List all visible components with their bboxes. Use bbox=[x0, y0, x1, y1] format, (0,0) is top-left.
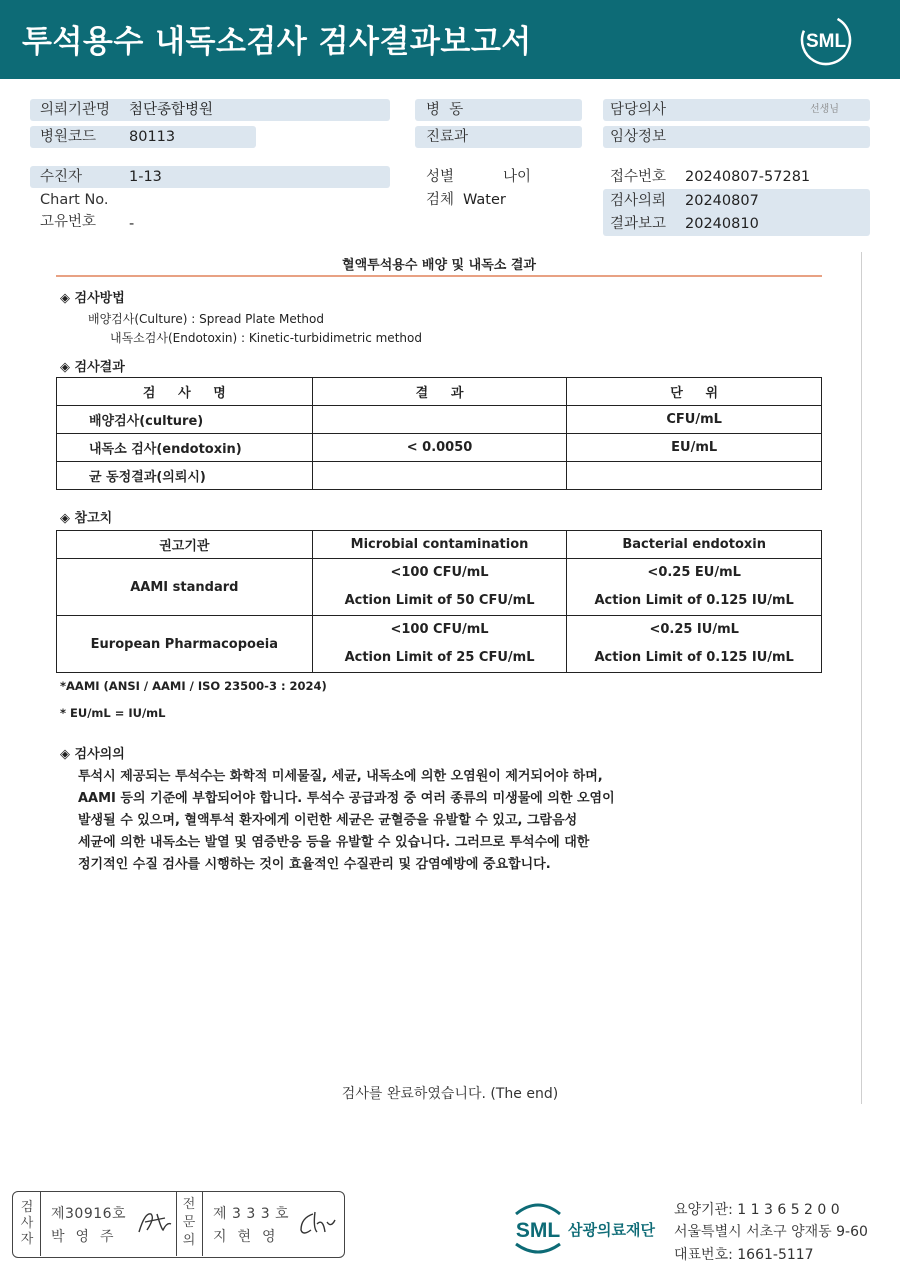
table-row bbox=[57, 559, 822, 616]
table-row bbox=[57, 616, 822, 673]
end-of-report: 검사를 완료하였습니다. (The end) bbox=[341, 1086, 559, 1102]
result-name: 내독소 검사(endotoxin) bbox=[57, 434, 313, 462]
receipt-no-label: 접수번호 bbox=[610, 169, 667, 185]
patient-row bbox=[30, 166, 390, 188]
results-header-name: 검 사 명 bbox=[57, 378, 313, 406]
title-underline bbox=[56, 275, 822, 277]
specimen-label: 검체 bbox=[426, 192, 455, 208]
hospital-code-label: 병원코드 bbox=[40, 129, 97, 145]
results-header-result: 결 과 bbox=[312, 378, 567, 406]
significance-line: 발생될 수 있으며, 혈액투석 환자에게 이런한 세균은 균혈증을 유발할 수 있고, 그람음성 bbox=[78, 813, 578, 828]
main-phone: 대표번호: 1661-5117 bbox=[674, 1247, 814, 1263]
specialist-cell bbox=[202, 1192, 343, 1256]
results-header-row bbox=[57, 378, 822, 406]
reference-org: AAMI standard bbox=[57, 559, 313, 616]
reference-endo-action: Action Limit of 0.125 IU/mL bbox=[594, 593, 794, 608]
result-value bbox=[312, 406, 567, 434]
reference-micro-action: Action Limit of 25 CFU/mL bbox=[344, 650, 535, 665]
table-row bbox=[57, 406, 822, 434]
department-label: 진료과 bbox=[426, 129, 469, 145]
clinical-info-label: 임상정보 bbox=[610, 129, 667, 145]
reference-endo-action: Action Limit of 0.125 IU/mL bbox=[594, 650, 794, 665]
specialist-signature bbox=[295, 1208, 339, 1238]
tester-label-text: 검사자 bbox=[20, 1200, 34, 1247]
tester-name: 박영주 bbox=[51, 1229, 125, 1245]
method-endotoxin: 내독소검사(Endotoxin) : Kinetic-turbidimetric method bbox=[110, 331, 422, 345]
result-name: 균 동정결과(의뢰시) bbox=[57, 462, 313, 490]
result-unit: CFU/mL bbox=[567, 406, 822, 434]
doctor-label: 담당의사 bbox=[610, 102, 667, 118]
sml-logo-icon bbox=[800, 14, 852, 66]
specialist-name: 지현영 bbox=[213, 1229, 287, 1245]
reference-endo-limit: <0.25 IU/mL bbox=[649, 622, 739, 637]
institution-value: 첨단종합병원 bbox=[129, 102, 214, 118]
report-date-value: 20240810 bbox=[685, 216, 759, 232]
result-value bbox=[312, 462, 567, 490]
age-label: 나이 bbox=[503, 169, 532, 185]
results-table bbox=[56, 377, 822, 490]
reference-header-micro: Microbial contamination bbox=[312, 531, 567, 559]
reference-note-aami: *AAMI (ANSI / AAMI / ISO 23500-3 : 2024) bbox=[60, 679, 327, 693]
institution-label: 의뢰기관명 bbox=[40, 102, 111, 118]
specialist-label bbox=[177, 1196, 201, 1250]
tester-license-no: 제30916호 bbox=[51, 1206, 127, 1222]
result-value: < 0.0050 bbox=[312, 434, 567, 462]
significance-line: 세균에 의한 내독소는 발열 및 염증반응 등을 유발할 수 있습니다. 그러므로 투석수에 대한 bbox=[78, 835, 590, 850]
sex-label: 성별 bbox=[426, 169, 455, 185]
report-header bbox=[0, 0, 900, 79]
reference-micro bbox=[312, 559, 567, 616]
tester-signature bbox=[135, 1208, 175, 1236]
reference-table bbox=[56, 530, 822, 673]
result-name: 배양검사(culture) bbox=[57, 406, 313, 434]
significance-line: 투석시 제공되는 투석수는 화학적 미세물질, 세균, 내독소에 의한 오염원이 제거되어야 하며, bbox=[78, 769, 603, 784]
reference-endo-limit: <0.25 EU/mL bbox=[647, 565, 741, 580]
reference-micro-action: Action Limit of 50 CFU/mL bbox=[344, 593, 535, 608]
reference-org: European Pharmacopoeia bbox=[57, 616, 313, 673]
sml-footer-logo-icon bbox=[508, 1200, 568, 1256]
unique-no-value: - bbox=[129, 216, 135, 232]
receipt-no-value: 20240807-57281 bbox=[685, 169, 811, 185]
request-date-label: 검사의뢰 bbox=[610, 193, 667, 209]
hospital-code-value: 80113 bbox=[129, 129, 176, 145]
signature-box bbox=[12, 1191, 345, 1258]
document-title: 혈액투석용수 배양 및 내독소 결과 bbox=[342, 258, 536, 273]
specimen-value: Water bbox=[463, 192, 506, 208]
tester-cell bbox=[40, 1192, 176, 1256]
table-row bbox=[57, 462, 822, 490]
right-margin-rule bbox=[861, 252, 862, 1104]
reference-header-org: 권고기관 bbox=[57, 531, 313, 559]
organization-name: 삼광의료재단 bbox=[568, 1221, 655, 1239]
report-date-label: 결과보고 bbox=[610, 216, 667, 232]
result-unit bbox=[567, 462, 822, 490]
reference-header-endo: Bacterial endotoxin bbox=[567, 531, 822, 559]
ward-label: 병 동 bbox=[426, 102, 464, 118]
table-row bbox=[57, 434, 822, 462]
request-date-value: 20240807 bbox=[685, 193, 759, 209]
specialist-label-cell bbox=[176, 1192, 202, 1256]
results-header-unit: 단 위 bbox=[567, 378, 822, 406]
result-unit: EU/mL bbox=[567, 434, 822, 462]
reference-endo bbox=[567, 559, 822, 616]
reference-note-units: * EU/mL = IU/mL bbox=[60, 706, 166, 720]
reference-micro bbox=[312, 616, 567, 673]
specialist-license-no: 제 3 3 3 호 bbox=[213, 1206, 290, 1222]
patient-value: 1-13 bbox=[129, 169, 162, 185]
doctor-suffix: 선생님 bbox=[810, 104, 839, 115]
method-culture: 배양검사(Culture) : Spread Plate Method bbox=[88, 312, 324, 326]
significance-line: AAMI 등의 기준에 부합되어야 합니다. 투석수 공급과정 중 여러 종류의 미생물에 의한 오염이 bbox=[78, 791, 615, 806]
specialist-label-text: 전문의 bbox=[182, 1197, 196, 1248]
address: 서울특별시 서초구 양재동 9-60 bbox=[674, 1224, 868, 1240]
facility-code: 요양기관: 1 1 3 6 5 2 0 0 bbox=[674, 1202, 840, 1218]
svg-text:SML: SML bbox=[805, 31, 847, 52]
reference-header-row bbox=[57, 531, 822, 559]
reference-endo bbox=[567, 616, 822, 673]
tester-label bbox=[15, 1200, 39, 1248]
report-title: 투석용수 내독소검사 검사결과보고서 bbox=[22, 24, 532, 60]
unique-no-label: 고유번호 bbox=[40, 214, 97, 230]
results-heading: ◈ 검사결과 bbox=[60, 360, 125, 375]
svg-text:SML: SML bbox=[515, 1219, 561, 1242]
method-heading: ◈ 검사방법 bbox=[60, 291, 125, 306]
chart-no-label: Chart No. bbox=[40, 192, 109, 208]
significance-heading: ◈ 검사의의 bbox=[60, 747, 125, 762]
significance-line: 정기적인 수질 검사를 시행하는 것이 효율적인 수질관리 및 감염예방에 중요합니다. bbox=[78, 857, 551, 872]
reference-micro-limit: <100 CFU/mL bbox=[390, 565, 489, 580]
patient-label: 수진자 bbox=[40, 169, 83, 185]
reference-micro-limit: <100 CFU/mL bbox=[390, 622, 489, 637]
reference-heading: ◈ 참고치 bbox=[60, 511, 113, 526]
